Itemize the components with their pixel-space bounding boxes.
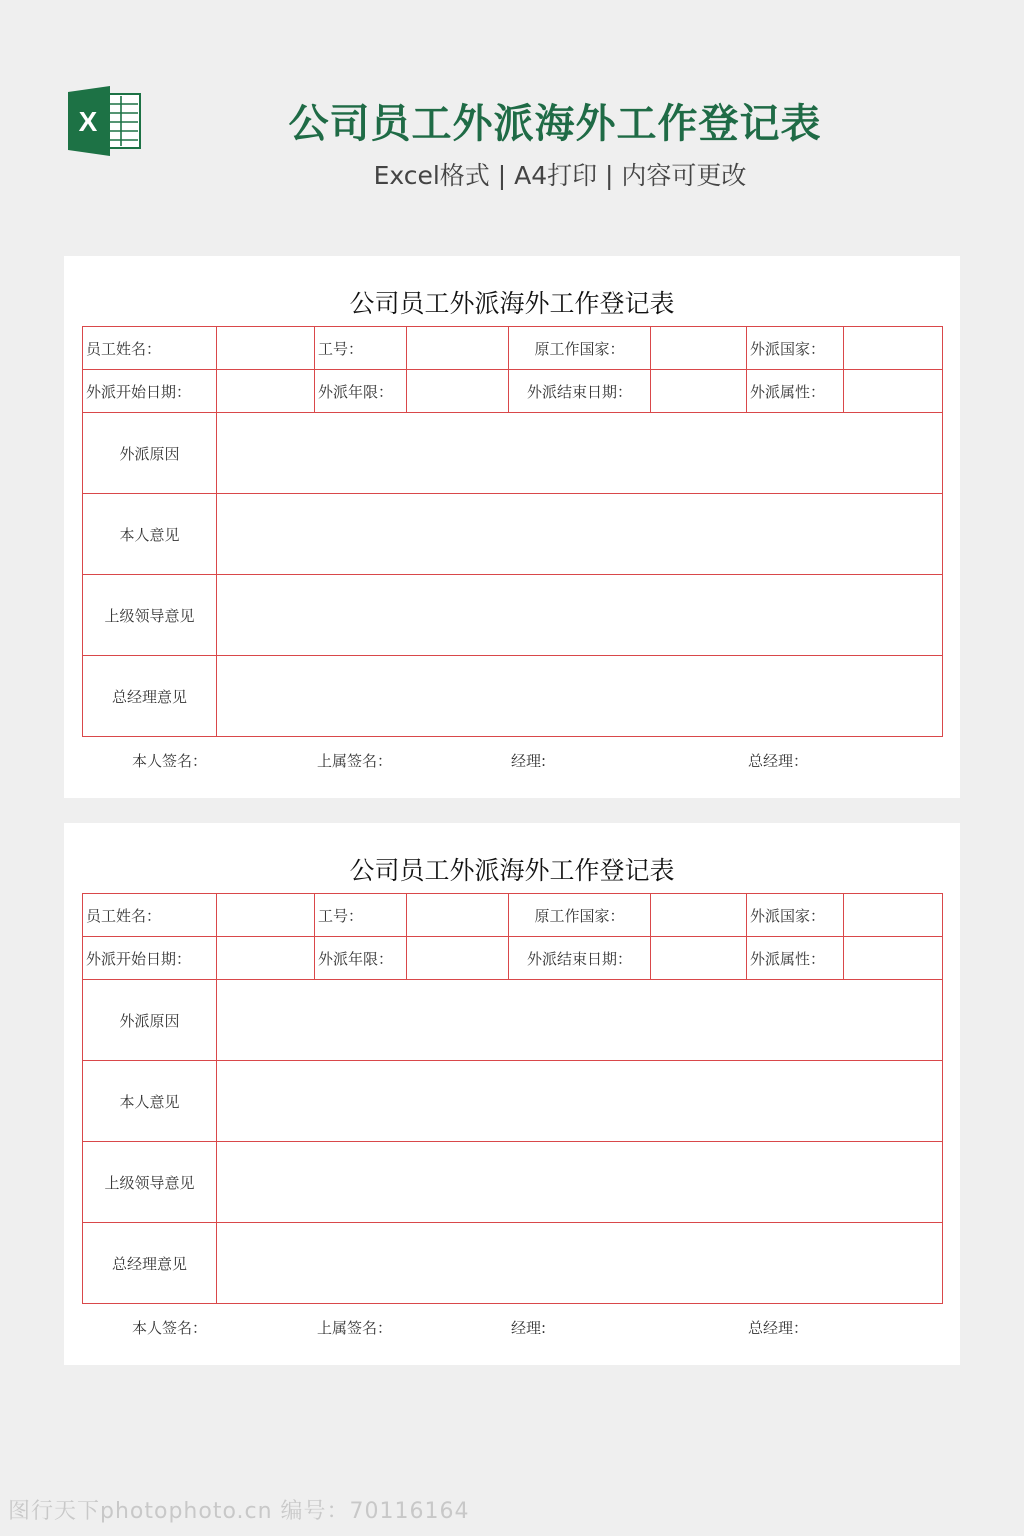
term-field[interactable]	[407, 937, 509, 980]
employee-id-label: 工号：	[315, 894, 407, 937]
term-label: 外派年限：	[315, 937, 407, 980]
table-row	[83, 1061, 943, 1142]
dest-country-field[interactable]	[844, 327, 943, 370]
gm-opinion-field[interactable]	[217, 1223, 943, 1304]
self-opinion-label: 本人意见	[83, 494, 217, 575]
gm-signature-label: 总经理：	[748, 752, 809, 770]
employee-name-label: 员工姓名：	[83, 327, 217, 370]
term-field[interactable]	[407, 370, 509, 413]
supervisor-signature-label: 上属签名：	[317, 1319, 393, 1337]
employee-id-label: 工号：	[315, 327, 407, 370]
assignment-type-field[interactable]	[844, 937, 943, 980]
assignment-type-label: 外派属性：	[747, 370, 844, 413]
end-date-field[interactable]	[651, 937, 747, 980]
end-date-label: 外派结束日期：	[509, 370, 651, 413]
self-signature-label: 本人签名：	[132, 752, 208, 770]
start-date-label: 外派开始日期：	[83, 937, 217, 980]
assignment-type-label: 外派属性：	[747, 937, 844, 980]
watermark: 图行天下photophoto.cn 编号：70116164	[8, 1499, 470, 1524]
supervisor-signature-label: 上属签名：	[317, 752, 393, 770]
sheet-title: 公司员工外派海外工作登记表	[349, 289, 675, 318]
signature-row	[64, 750, 960, 774]
reason-label: 外派原因	[83, 980, 217, 1061]
table-row	[83, 327, 943, 370]
table-row	[83, 1142, 943, 1223]
supervisor-opinion-field[interactable]	[217, 1142, 943, 1223]
page-title: 公司员工外派海外工作登记表	[288, 101, 822, 147]
dest-country-label: 外派国家：	[747, 894, 844, 937]
end-date-label: 外派结束日期：	[509, 937, 651, 980]
gm-signature-label: 总经理：	[748, 1319, 809, 1337]
table-row	[83, 413, 943, 494]
form-sheet-2	[64, 823, 960, 1365]
start-date-field[interactable]	[217, 937, 315, 980]
excel-icon-letter: X	[78, 106, 98, 137]
self-opinion-field[interactable]	[217, 1061, 943, 1142]
table-row	[83, 1223, 943, 1304]
manager-signature-label: 经理:	[511, 1319, 547, 1337]
assignment-type-field[interactable]	[844, 370, 943, 413]
self-opinion-field[interactable]	[217, 494, 943, 575]
reason-label: 外派原因	[83, 413, 217, 494]
table-row	[83, 370, 943, 413]
table-row	[83, 575, 943, 656]
table-row	[83, 980, 943, 1061]
gm-opinion-label: 总经理意见	[83, 1223, 217, 1304]
supervisor-opinion-label: 上级领导意见	[83, 1142, 217, 1223]
end-date-field[interactable]	[651, 370, 747, 413]
self-opinion-label: 本人意见	[83, 1061, 217, 1142]
table-row	[83, 494, 943, 575]
dest-country-label: 外派国家：	[747, 327, 844, 370]
origin-country-field[interactable]	[651, 327, 747, 370]
employee-id-field[interactable]	[407, 327, 509, 370]
table-row	[83, 937, 943, 980]
registration-table	[82, 893, 943, 1304]
table-row	[83, 656, 943, 737]
self-signature-label: 本人签名：	[132, 1319, 208, 1337]
supervisor-opinion-field[interactable]	[217, 575, 943, 656]
registration-table	[82, 326, 943, 737]
term-label: 外派年限：	[315, 370, 407, 413]
start-date-label: 外派开始日期：	[83, 370, 217, 413]
page-subtitle: Excel格式 | A4打印 | 内容可更改	[373, 161, 747, 190]
gm-opinion-field[interactable]	[217, 656, 943, 737]
employee-name-field[interactable]	[217, 894, 315, 937]
reason-field[interactable]	[217, 980, 943, 1061]
employee-name-field[interactable]	[217, 327, 315, 370]
excel-icon	[68, 86, 142, 156]
start-date-field[interactable]	[217, 370, 315, 413]
form-sheet-1	[64, 256, 960, 798]
reason-field[interactable]	[217, 413, 943, 494]
origin-country-field[interactable]	[651, 894, 747, 937]
supervisor-opinion-label: 上级领导意见	[83, 575, 217, 656]
table-row	[83, 894, 943, 937]
employee-name-label: 员工姓名：	[83, 894, 217, 937]
manager-signature-label: 经理:	[511, 752, 547, 770]
gm-opinion-label: 总经理意见	[83, 656, 217, 737]
page-header	[0, 0, 1024, 230]
sheet-title: 公司员工外派海外工作登记表	[349, 856, 675, 885]
signature-row	[64, 1317, 960, 1341]
origin-country-label: 原工作国家：	[509, 894, 651, 937]
employee-id-field[interactable]	[407, 894, 509, 937]
dest-country-field[interactable]	[844, 894, 943, 937]
origin-country-label: 原工作国家：	[509, 327, 651, 370]
